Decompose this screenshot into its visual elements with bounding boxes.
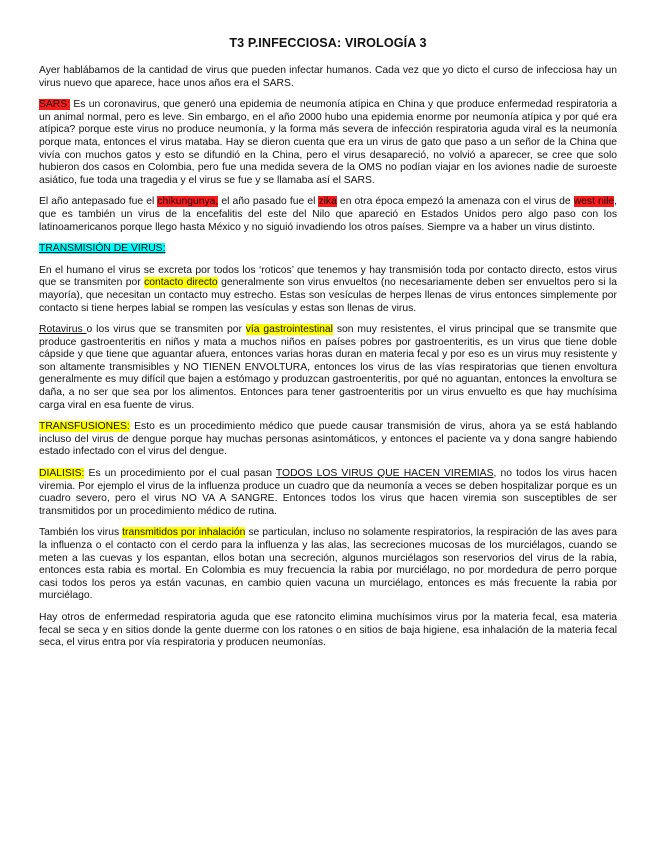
highlight-zika: zika bbox=[318, 196, 337, 208]
text-segment: También los virus bbox=[39, 527, 123, 539]
highlight-transfusiones: TRANSFUSIONES: bbox=[39, 421, 130, 433]
page-title: T3 P.INFECCIOSA: VIROLOGÍA 3 bbox=[229, 36, 427, 50]
text-segment: son muy resistentes, el virus principal que se transmite que produce gastroenteritis en niños y mata a muchos niños en países pobres por gastroenteritis, es un virus que tiene doble cápside y que tiene que aguantar afuera, entonces varias horas duran en materia fecal y por eso es un virus muy resistente y son altamente transmisibles y NO TIENEN ENVOLTURA, entonces los virus de las vías respiratorias que tienen envoltura generalmente es muy difícil que bajen a estómago y produzcan gastroenteritis, por qué no aguantan, entonces la envoltura se daña, a no ser que sea por los alimentos. Entonces para tener gastroenteritis por un virus envuelto es que hay muchísima carga viral en esa fuente de virus. bbox=[39, 324, 617, 411]
text-segment: , no todos los virus hacen viremia. Por ejemplo el virus de la influenza produce un cuadro que da neumonía a veces se deben hospitalizar porque es un cuadro severo, pero el virus NO VA A SANGRE. Entonces todos los virus que hacen viremia son susceptibles de ser transmitidos por un procedimiento médico de rutina. bbox=[39, 468, 617, 517]
heading-transmision bbox=[39, 243, 617, 256]
text-segment: generalmente son virus envueltos (no necesariamente deben ser envueltos pero si la mayoría), que necesitan un contacto muy estrecho. Estas son vesículas de herpes llenas de virus entonces simplemente por contacto si tiene herpes labial se rompen las vesículas y estas son llenas de virus. bbox=[39, 277, 617, 314]
highlight-transmision: TRANSMISIÓN DE VIRUS: bbox=[39, 243, 166, 255]
highlight-sars: SARS: bbox=[39, 99, 71, 111]
paragraph-transfusiones bbox=[39, 421, 617, 459]
paragraph-sars bbox=[39, 99, 617, 187]
text-segment: Es un procedimiento por el cual pasan bbox=[84, 468, 276, 480]
paragraph-rotavirus bbox=[39, 324, 617, 412]
text-segment: en otra época empezó la amenaza con el virus de bbox=[336, 196, 574, 208]
underline-viremias: TODOS LOS VIRUS QUE HACEN VIREMIAS bbox=[275, 468, 494, 480]
paragraph-inhalacion bbox=[39, 527, 617, 603]
text-segment: el año pasado fue el bbox=[218, 196, 319, 208]
paragraph-ratoncito: Hay otros de enfermedad respiratoria aguda que ese ratoncito elimina muchísimos virus por la materia fecal, esa materia fecal se seca y en sitios donde la gente duerme con los ratones o en sitios de baja higiene, esa inhalación de la materia fecal seca, el virus entra por vía respiratoria y producen neumonías. bbox=[39, 611, 617, 649]
paragraph-emerging-viruses bbox=[39, 196, 617, 234]
text-segment: o los virus que se transmiten por bbox=[86, 324, 246, 336]
paragraph-contacto-directo bbox=[39, 265, 617, 315]
highlight-contacto-directo: contacto directo bbox=[144, 277, 218, 289]
rotavirus-term: Rotavirus bbox=[39, 324, 87, 336]
text-segment: , que es también un virus de la encefalitis del este del Nilo que apareció en Estados Unidos pero algo paso con los latinoamericanos porque llego hasta México y no siguió invadiendo los otros países. Siempre va a haber un virus distinto. bbox=[39, 196, 618, 233]
highlight-chikungunya: chikungunya, bbox=[157, 196, 219, 208]
highlight-inhalacion: transmitidos por inhalación bbox=[122, 527, 246, 539]
text-segment: se particulan, incluso no solamente respiratorios, la respiración de las aves para la influenza o el contacto con el cerdo para la influenza y las alas, las secreciones mucosas de los murciélagos, cuando se meten a las cuevas y los espantan, ellos botan una secreción, algunos murciélagos son reservorios del virus de la rabia, entonces esta rabia es mortal. En Colombia es muy frecuencia la rabia por murciélago, no por mordedura de perro porque casi todos los peros ya están vacunas, en cambio quien vacuna un murciélago, entonces es más frecuente la rabia por murciélago. bbox=[39, 527, 617, 602]
paragraph-intro: Ayer hablábamos de la cantidad de virus que pueden infectar humanos. Cada vez que yo dicto el curso de infecciosa hay un virus nuevo que aparece, hace unos años era el SARS. bbox=[39, 65, 617, 89]
text-segment: En el humano el virus se excreta por todos los ‘roticos’ que tenemos y hay transmisión toda por contacto directo, estos virus que se transmiten por bbox=[39, 264, 617, 289]
paragraph-dialisis bbox=[39, 468, 617, 518]
sars-text: Es un coronavirus, que generó una epidemia de neumonía atípica en China y que produce enfermedad respiratoria a un animal normal, pero es leve. Sin embargo, en el año 2000 hubo una epidemia enorme por neumonía atípica y por qué era atípica? porque este virus no produce neumonía, y la forma más severa de infección respiratoria aguda viral es la neumonía porque mata, entonces el virus mataba. Hay se dieron cuenta que era un virus de gato que paso a un señor de la China que vivía con muchos gatos y esto se difundió en la China, pero el virus desapareció, no volvió a aparecer, se cree que solo hubieron dos casos en Colombia, pero fue una medida severa de la OMS no podían viajar en los aviones nadie de suroeste asiático, fue toda una tragedia y el virus se fue y se llamaba así el SARS. bbox=[39, 99, 617, 186]
highlight-dialisis: DIALISIS: bbox=[39, 468, 85, 480]
text-segment: Esto es un procedimiento médico que puede causar transmisión de virus, ahora ya se está hablando incluso del virus de dengue porque hay muchas personas asintomáticos, y entonces el paciente va y dona sangre habiendo estado infectado con el virus del dengue. bbox=[39, 421, 617, 458]
text-segment: El año antepasado fue el bbox=[39, 196, 158, 208]
highlight-west-nile: west nile bbox=[573, 196, 615, 208]
highlight-via-gastrointestinal: vía gastrointestinal bbox=[245, 324, 333, 336]
